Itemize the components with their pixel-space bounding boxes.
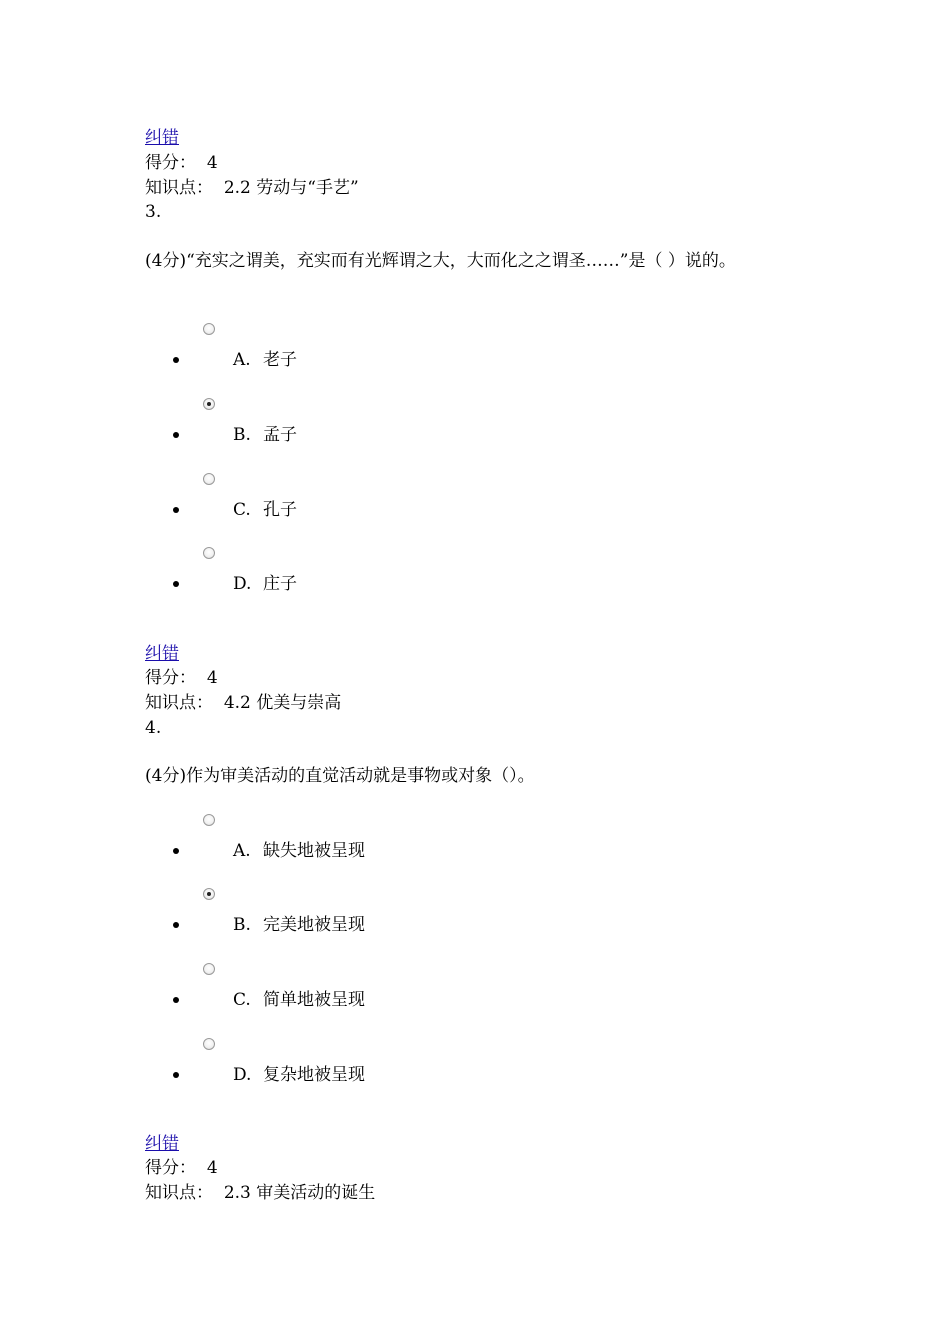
correction-link[interactable]: 纠错 bbox=[145, 1134, 179, 1154]
knowledge-label: 知识点： bbox=[145, 693, 213, 713]
knowledge-value: 2.3 审美活动的诞生 bbox=[223, 1183, 376, 1203]
option-d bbox=[233, 1064, 365, 1086]
radio-option-a[interactable] bbox=[203, 814, 215, 826]
score-value: 4 bbox=[206, 668, 218, 688]
option-d bbox=[233, 573, 297, 595]
score-value: 4 bbox=[206, 153, 218, 173]
score-value: 4 bbox=[206, 1158, 218, 1178]
radio-option-c[interactable] bbox=[203, 963, 215, 975]
list-bullet bbox=[173, 848, 179, 854]
list-bullet bbox=[173, 581, 179, 587]
list-bullet bbox=[173, 432, 179, 438]
option-text: 孔子 bbox=[263, 500, 297, 520]
radio-option-d[interactable] bbox=[203, 1038, 215, 1050]
score-line bbox=[145, 152, 218, 174]
knowledge-value: 4.2 优美与崇高 bbox=[223, 693, 342, 713]
score-label: 得分： bbox=[145, 668, 196, 688]
option-text: 孟子 bbox=[263, 425, 297, 445]
score-line bbox=[145, 1157, 218, 1179]
question-number: 3. bbox=[145, 202, 162, 222]
list-bullet bbox=[173, 357, 179, 363]
option-a bbox=[233, 840, 365, 862]
question-number: 4. bbox=[145, 718, 162, 738]
list-bullet bbox=[173, 922, 179, 928]
option-text: 完美地被呈现 bbox=[263, 915, 365, 935]
knowledge-label: 知识点： bbox=[145, 178, 213, 198]
option-letter: D. bbox=[233, 574, 252, 594]
list-bullet bbox=[173, 507, 179, 513]
option-letter: B. bbox=[233, 425, 251, 445]
option-letter: B. bbox=[233, 915, 251, 935]
option-letter: C. bbox=[233, 990, 251, 1010]
knowledge-line bbox=[145, 177, 359, 199]
option-text: 复杂地被呈现 bbox=[263, 1065, 365, 1085]
score-line bbox=[145, 667, 218, 689]
knowledge-line bbox=[145, 692, 341, 714]
radio-option-d[interactable] bbox=[203, 547, 215, 559]
option-text: 老子 bbox=[263, 350, 297, 370]
option-letter: D. bbox=[233, 1065, 252, 1085]
correction-link[interactable]: 纠错 bbox=[145, 128, 179, 148]
option-b bbox=[233, 424, 297, 446]
radio-option-b[interactable] bbox=[203, 398, 215, 410]
knowledge-label: 知识点： bbox=[145, 1183, 213, 1203]
option-text: 缺失地被呈现 bbox=[263, 841, 365, 861]
option-letter: A. bbox=[233, 841, 251, 861]
correction-link[interactable]: 纠错 bbox=[145, 644, 179, 664]
radio-option-c[interactable] bbox=[203, 473, 215, 485]
option-c bbox=[233, 499, 297, 521]
option-text: 简单地被呈现 bbox=[263, 990, 365, 1010]
radio-option-b[interactable] bbox=[203, 888, 215, 900]
option-letter: C. bbox=[233, 500, 251, 520]
question-text: (4分)作为审美活动的直觉活动就是事物或对象（）。 bbox=[145, 766, 535, 786]
option-letter: A. bbox=[233, 350, 251, 370]
option-text: 庄子 bbox=[263, 574, 297, 594]
option-a bbox=[233, 349, 297, 371]
option-b bbox=[233, 914, 365, 936]
radio-option-a[interactable] bbox=[203, 323, 215, 335]
question-text: (4分)“充实之谓美，充实而有光辉谓之大，大而化之之谓圣……”是（ ）说的。 bbox=[145, 251, 736, 271]
knowledge-line bbox=[145, 1182, 375, 1204]
list-bullet bbox=[173, 997, 179, 1003]
knowledge-value: 2.2 劳动与“手艺” bbox=[223, 178, 359, 198]
list-bullet bbox=[173, 1072, 179, 1078]
option-c bbox=[233, 989, 365, 1011]
score-label: 得分： bbox=[145, 1158, 196, 1178]
score-label: 得分： bbox=[145, 153, 196, 173]
